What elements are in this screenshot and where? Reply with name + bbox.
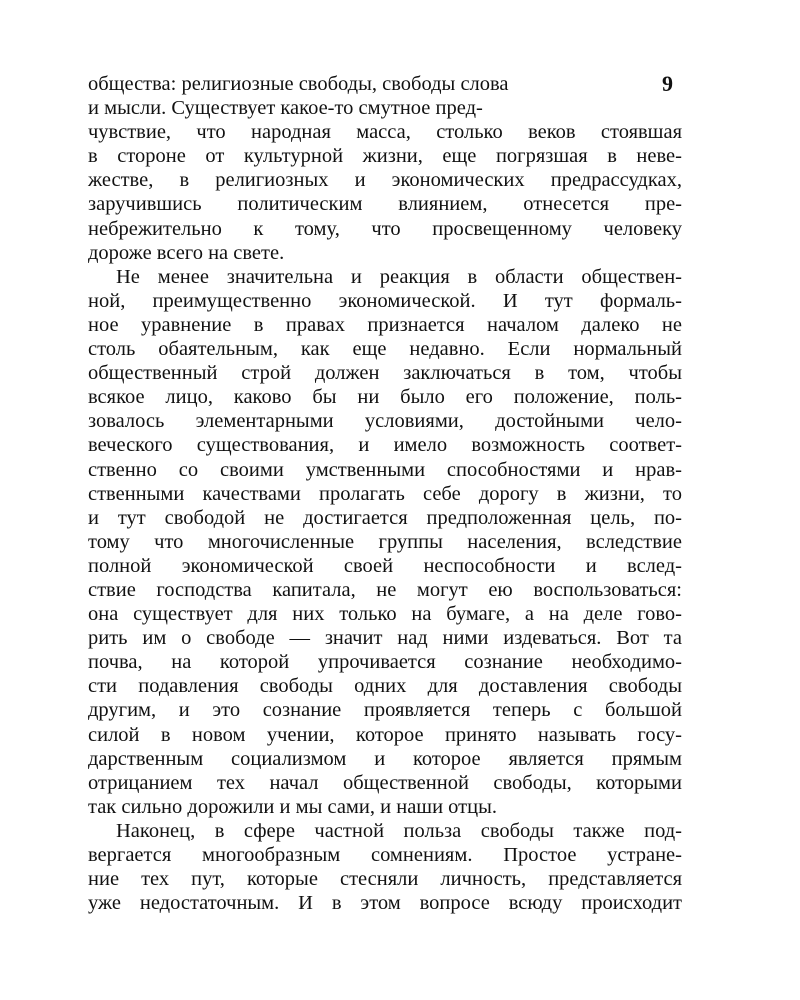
text-line: так сильно дорожили и мы сами, и наши отцы. [88,795,497,818]
text-line: уже недостаточным. И в этом вопросе всюду происходит [88,892,682,915]
text-line: отрицанием тех начал общественной свободы, которыми [88,771,682,794]
text-line: столь обаятельным, как еще недавно. Если нормальный [88,338,682,361]
body-text [88,72,682,915]
text-line: дарственным социализмом и которое является прямым [88,747,682,770]
text-line: веческого существования, и имело возможность соответ- [88,434,682,457]
text-line: ствие господства капитала, не могут ею воспользоваться: [88,578,682,601]
text-line: сти подавления свободы одних для доставления свободы [88,675,682,698]
text-line: ной, преимущественно экономической. И тут формаль- [88,289,682,312]
text-line: чувствие, что народная масса, столько веков стоявшая [88,121,682,144]
text-line: вергается многообразным сомнениям. Простое устране- [88,844,682,866]
text-line: дороже всего на свете. [88,241,285,264]
text-line: в стороне от культурной жизни, еще погрязшая в неве- [88,145,682,168]
text-line: общества: религиозные свободы, свободы слова [88,73,509,95]
text-line: и тут свободой не достигается предположенная цель, по- [88,506,682,529]
text-line: зовалось элементарными условиями, достойными чело- [88,410,682,433]
text-line: всякое лицо, каково бы ни было его положение, поль- [88,386,682,409]
text-line: и мысли. Существует какое-то смутное пред- [88,97,483,120]
text-line: заручившись политическим влиянием, отнесется пре- [88,193,682,216]
text-line: силой в новом учении, которое принято называть госу- [88,723,682,746]
text-line: общественный строй должен заключаться в том, чтобы [88,362,682,385]
text-line: тому что многочисленные группы населения, вследствие [88,530,682,553]
text-line: жестве, в религиозных и экономических предрассудках, [88,169,682,192]
text-line: ное уравнение в правах признается началом далеко не [88,313,682,336]
text-line: почва, на которой упрочивается сознание необходимо- [88,651,682,674]
text-line: ственными качествами пролагать себе дорогу в жизни, то [88,482,682,505]
text-line: рить им о свободе — значит над ними издеваться. Вот та [88,627,682,650]
text-line: полной экономической своей неспособности и вслед- [88,554,682,577]
text-line: Наконец, в сфере частной польза свободы также под- [116,819,682,842]
page-number: 9 [662,71,673,96]
text-line: другим, и это сознание проявляется теперь с большой [88,699,682,722]
text-line: она существует для них только на бумаге, а на деле гово- [88,603,682,626]
text-line: ственно со своими умственными способностями и нрав- [88,458,682,481]
text-line: небрежительно к тому, что просвещенному человеку [88,217,682,240]
text-line: ние тех пут, которые стесняли личность, представляется [88,868,682,891]
text-line: Не менее значительна и реакция в области обществен- [116,265,682,288]
